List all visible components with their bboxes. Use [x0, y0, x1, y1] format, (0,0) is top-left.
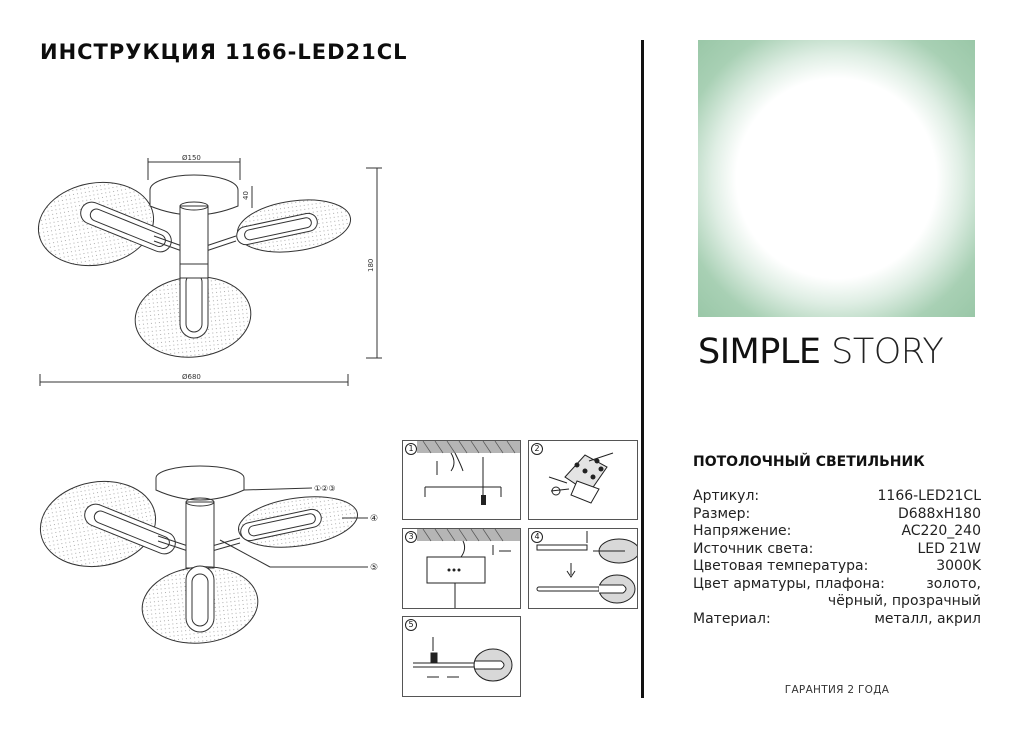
step-4-diagram: [529, 529, 637, 608]
spec-label: Материал:: [693, 610, 771, 627]
warranty-note: ГАРАНТИЯ 2 ГОДА: [784, 684, 890, 696]
spec-value: D688хH180: [897, 505, 981, 522]
brand-logo: [698, 332, 975, 372]
spec-label: Напряжение:: [693, 523, 792, 539]
spec-value: чёрный, прозрачный: [827, 593, 981, 609]
brand-word-2: STORY: [831, 332, 944, 372]
spec-label: Размер:: [693, 505, 751, 522]
dim-top-diameter: Ø150: [182, 154, 201, 162]
spec-row: [693, 558, 981, 576]
dim-total-height: 180: [367, 258, 375, 272]
spec-row: [693, 541, 981, 559]
step-4-panel: [528, 528, 638, 609]
spec-value: 3000K: [936, 558, 981, 574]
vertical-divider: [641, 40, 644, 698]
step-4-number: 4: [531, 531, 543, 543]
spec-row: [693, 576, 981, 594]
spec-row: [693, 611, 981, 629]
brand-word-1: SIMPLE: [698, 332, 821, 372]
step-5-diagram: [403, 617, 520, 696]
step-1-number: 1: [405, 443, 417, 455]
spec-row: [693, 488, 981, 506]
spec-value: золото,: [926, 575, 981, 592]
step-2-diagram: [529, 441, 637, 519]
spec-list: [693, 488, 981, 628]
parts-drawing: [30, 460, 390, 670]
spec-label: Артикул:: [693, 488, 760, 504]
step-5-number: 5: [405, 619, 417, 631]
spec-label: Цветовая температура:: [693, 558, 869, 574]
step-5-panel: [402, 616, 521, 697]
product-photo: [698, 40, 975, 317]
step-1-panel: [402, 440, 521, 520]
callout-step-4: ④: [370, 514, 379, 524]
step-3-diagram: [403, 529, 520, 608]
spec-value: металл, акрил: [874, 610, 981, 627]
spec-row: [693, 593, 981, 611]
dim-overall-diameter: Ø680: [182, 373, 201, 381]
step-3-number: 3: [405, 531, 417, 543]
callout-steps-1-3: ①②③: [314, 484, 336, 493]
dim-stem-height: 40: [242, 191, 250, 200]
spec-row: [693, 523, 981, 541]
spec-value: 1166-LED21CL: [877, 488, 981, 504]
step-2-number: 2: [531, 443, 543, 455]
spec-row: [693, 506, 981, 524]
step-1-diagram: [403, 441, 520, 519]
spec-value: AC220_240: [901, 523, 981, 539]
spec-value: LED 21W: [917, 540, 981, 557]
spec-label: Источник света:: [693, 540, 814, 557]
dimension-drawing: [30, 150, 400, 395]
step-2-panel: [528, 440, 638, 520]
callout-step-5: ⑤: [370, 563, 379, 573]
spec-label: Цвет арматуры, плафона:: [693, 575, 885, 592]
step-3-panel: [402, 528, 521, 609]
document-title: ИНСТРУКЦИЯ 1166-LED21CL: [40, 40, 408, 64]
product-type: ПОТОЛОЧНЫЙ СВЕТИЛЬНИК: [693, 454, 925, 470]
